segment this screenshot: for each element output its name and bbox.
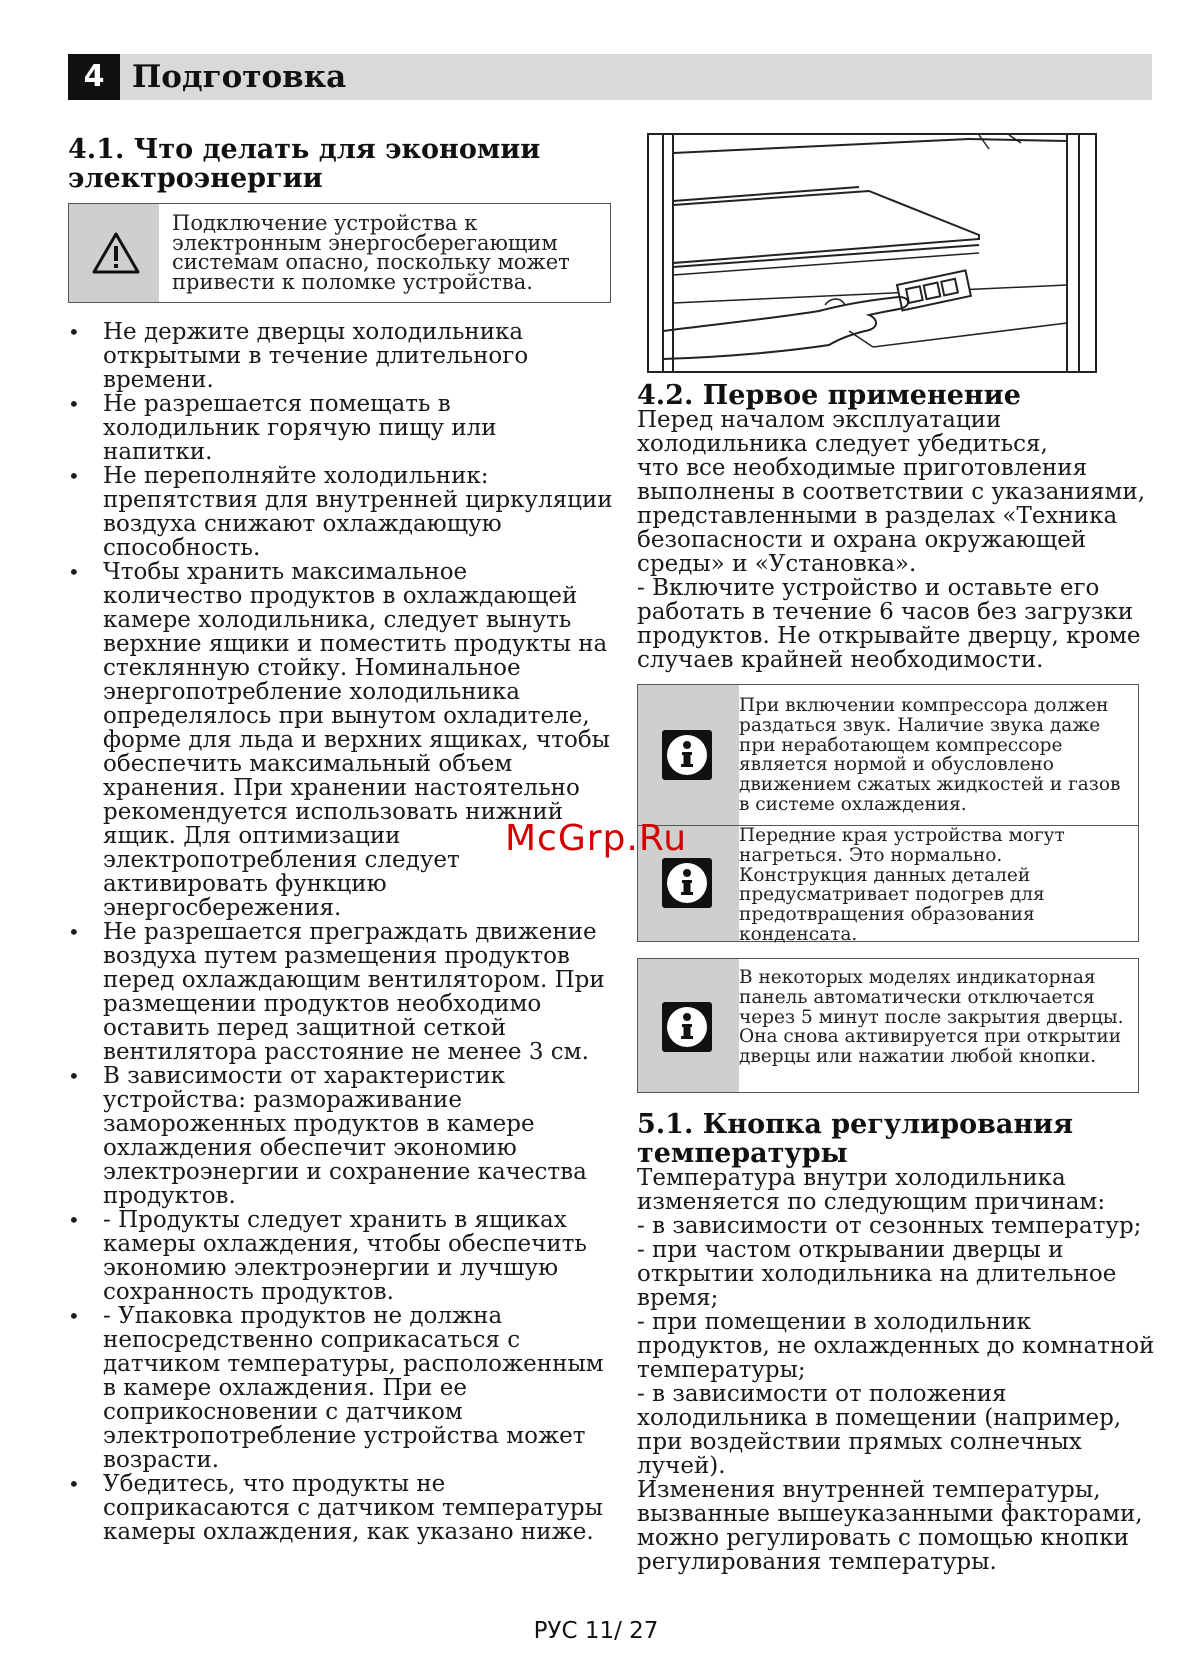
list-item: • Убедитесь, что продукты не соприкасаются с датчиком температуры камеры охлаждения, как указано ниже. [68,1472,613,1544]
info-box-group [637,684,1139,945]
info-icon-cell [638,685,739,825]
list-item: • Не переполняйте холодильник: препятствия для внутренней циркуляции воздуха снижают охлаждающую способность. [68,464,613,560]
section-5-1-text: Температура внутри холодильника изменяется по следующим причинам: - в зависимости от сезонных температур; - при частом открывании дверцы и открытии холодильника на длительное время; - при помещении в холодильник продуктов, не охлажденных до комнатной температуры; - в зависимости от положения холодильника в помещении (например, при воздействии прямых солнечных лучей). Изменения внутренней температуры, вызванные вышеуказанными факторами, можно регулировать с помощью кнопки регулирования температуры. [637,1165,1155,1575]
fridge-illustration [647,133,1097,373]
list-item: • Не разрешается преграждать движение воздуха путем размещения продуктов перед охлаждающим вентилятором. При размещении продуктов необходимо оставить перед защитной сеткой вентилятора расстояние не менее 3 см. [68,920,613,1064]
energy-saving-list [68,320,613,1544]
info-box-indicator [637,958,1139,1093]
section-4-2-title: 4.2. Первое применение [637,380,1021,411]
list-item: • В зависимости от характеристик устройства: размораживание замороженных продуктов в камере охлаждения обеспечит экономию электроэнергии и сохранение качества продуктов. [68,1064,613,1208]
section-4-2-text: Перед началом эксплуатации холодильника следует убедиться, что все необходимые приготовления выполнены в соответствии с указаниями, представленными в разделах «Техника безопасности и охрана окружающей среды» и «Установка». - Включите устройство и оставьте его работать в течение 6 часов без загрузки продуктов. Не открывайте дверцу, кроме случаев крайней необходимости. [637,407,1146,673]
warning-box [68,203,611,303]
list-item: • Не разрешается помещать в холодильник горячую пищу или напитки. [68,392,613,464]
list-item: • - Продукты следует хранить в ящиках камеры охлаждения, чтобы обеспечить экономию электроэнергии и лучшую сохранность продуктов. [68,1208,613,1304]
section-5-1-title: 5.1. Кнопка регулирования температуры [637,1109,1074,1169]
list-item: • - Упаковка продуктов не должна непосредственно соприкасаться с датчиком температуры, расположенным в камере охлаждения. При ее соприкосновении с датчиком электропотребление устройства может возрасти. [68,1304,613,1472]
info-box-front-edges [638,825,1138,945]
info-icon [662,1002,712,1052]
warning-triangle-icon [91,231,141,275]
info-box-compressor [638,685,1138,825]
info-text-front-edges: Передние края устройства могут нагреться. Это нормально. Конструкция данных деталей предусматривает подогрев для предотвращения образования конденсата. [739,825,1065,945]
chapter-number: 4 [68,54,120,100]
warning-icon-cell [69,204,159,302]
info-icon [662,858,712,908]
watermark: McGrp.Ru [505,818,688,859]
info-text-indicator: В некоторых моделях индикаторная панель автоматически отключается через 5 минут после закрытия дверцы. Она снова активируется при открытии дверцы или нажатии любой кнопки. [739,967,1124,1068]
fridge-interior-drawing [649,135,1095,371]
section-4-1-title: 4.1. Что делать для экономии электроэнергии [68,134,541,194]
warning-text: Подключение устройства к электронным энергосберегающим системам опасно, поскольку может привести к поломке устройства. [172,211,570,294]
list-item: • Не держите дверцы холодильника открытыми в течение длительного времени. [68,320,613,392]
list-item: • Чтобы хранить максимальное количество продуктов в охлаждающей камере холодильника, следует вынуть верхние ящики и поместить продукты на стеклянную стойку. Номинальное энергопотребление холодильника определялось при вынутом охладителе, форме для льда и верхних ящиках, чтобы обеспечить максимальный объем хранения. При хранении настоятельно рекомендуется использовать нижний ящик. Для оптимизации электропотребления следует активировать функцию энергосбережения. [68,560,613,920]
page-number: РУС 11/ 27 [533,1618,659,1644]
chapter-header [68,54,1152,100]
info-icon-cell [638,959,739,1092]
info-icon [662,730,712,780]
info-text-compressor: При включении компрессора должен раздаться звук. Наличие звука даже при неработающем компрессоре является нормой и обусловлено движением сжатых жидкостей и газов в системе охлаждения. [739,695,1121,815]
chapter-title: Подготовка [132,59,347,95]
